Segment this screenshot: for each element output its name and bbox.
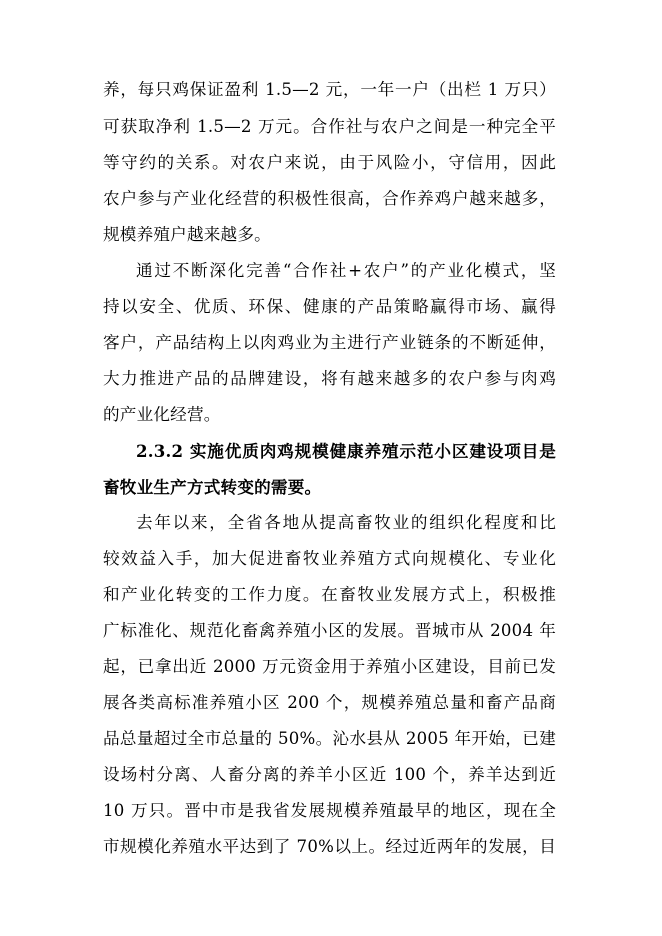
section-heading: 畜牧业生产方式转变的需要。 (103, 477, 322, 497)
text-line: 的产业化经营。 (103, 405, 221, 424)
text-line: 市规模化养殖水平达到了 70%以上。经过近两年的发展，目 (103, 837, 556, 856)
text-line: 客户，产品结构上以肉鸡业为主进行产业链条的不断延伸， (103, 333, 556, 352)
text-line: 等守约的关系。对农户来说，由于风险小，守信用，因此 (103, 153, 556, 172)
text-line: 起，已拿出近 2000 万元资金用于养殖小区建设，目前已发 (103, 657, 556, 676)
text-line: 品总量超过全市总量的 50%。沁水县从 2005 年开始，已建 (103, 729, 556, 748)
text-line: 通过不断深化完善“合作社+农户”的产业化模式，坚 (136, 261, 556, 280)
text-line: 持以安全、优质、环保、健康的产品策略赢得市场、赢得 (103, 297, 556, 316)
text-line: 展各类高标准养殖小区 200 个，规模养殖总量和畜产品商 (103, 693, 556, 712)
text-line: 规模养殖户越来越多。 (103, 225, 271, 244)
text-line: 养，每只鸡保证盈利 1.5—2 元，一年一户（出栏 1 万只） (103, 80, 556, 99)
text-line: 设场村分离、人畜分离的养羊小区近 100 个，养羊达到近 (103, 765, 556, 784)
section-heading: 2.3.2 实施优质肉鸡规模健康养殖示范小区建设项目是 (136, 441, 556, 461)
text-line: 和产业化转变的工作力度。在畜牧业发展方式上，积极推 (103, 585, 556, 604)
text-line: 大力推进产品的品牌建设，将有越来越多的农户参与肉鸡 (103, 369, 556, 388)
text-line: 10 万只。晋中市是我省发展规模养殖最早的地区，现在全 (103, 801, 556, 820)
text-line: 较效益入手，加大促进畜牧业养殖方式向规模化、专业化 (103, 549, 556, 568)
text-line: 农户参与产业化经营的积极性很高，合作养鸡户越来越多， (103, 189, 556, 208)
text-line: 可获取净利 1.5—2 万元。合作社与农户之间是一种完全平 (103, 117, 556, 136)
text-line: 广标准化、规范化畜禽养殖小区的发展。晋城市从 2004 年 (103, 621, 556, 640)
text-line: 去年以来，全省各地从提高畜牧业的组织化程度和比 (136, 513, 556, 532)
